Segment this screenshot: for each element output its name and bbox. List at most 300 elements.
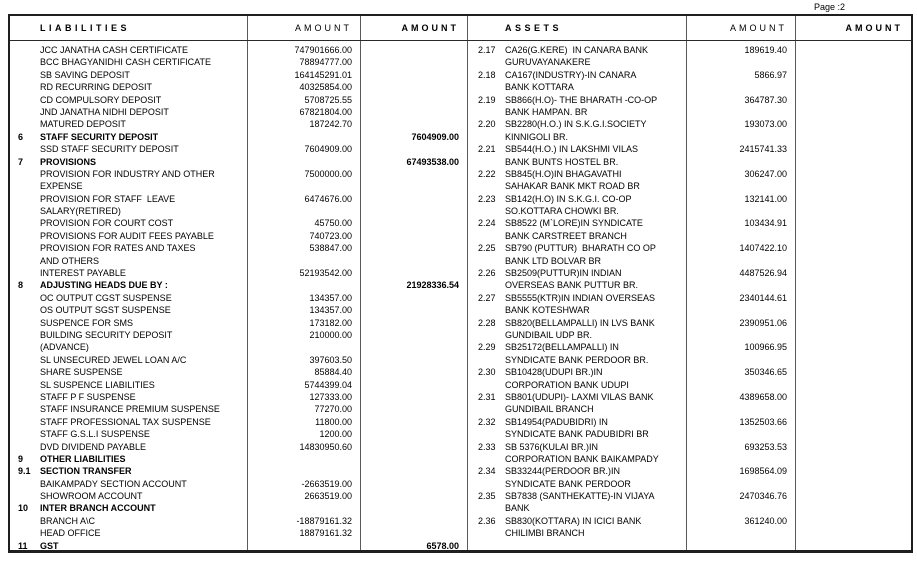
row-total-amount [360, 416, 467, 428]
row-number: 2.17 [478, 45, 496, 55]
table-row [467, 168, 911, 180]
row-total-amount [360, 106, 467, 118]
row-amount: 5708725.55 [304, 94, 352, 105]
row-amount [247, 453, 360, 465]
row-total-amount [360, 255, 467, 267]
table-row [10, 329, 467, 341]
row-label: BAIKAMPADY SECTION ACCOUNT [40, 478, 187, 489]
row-label: JND JANATHA NIDHI DEPOSIT [40, 106, 169, 117]
row-number [10, 180, 40, 192]
row-number: 2.22 [478, 168, 496, 179]
row-amount: 306247.00 [744, 168, 787, 179]
row-total-amount [795, 56, 911, 68]
row-amount: 747901666.00 [294, 45, 352, 55]
row-amount [686, 403, 795, 415]
row-amount: 5744399.04 [304, 379, 352, 390]
table-row [10, 391, 467, 403]
row-label: SB845(H.O)IN BHAGAVATHI [505, 168, 622, 179]
row-total-amount [360, 391, 467, 403]
row-amount: 11800.00 [315, 416, 352, 427]
table-row [467, 329, 911, 341]
row-number: 2.18 [478, 69, 496, 80]
row-label: CD COMPULSORY DEPOSIT [40, 94, 162, 105]
row-total-amount [795, 106, 911, 118]
row-total-amount [360, 242, 467, 254]
row-amount [247, 156, 360, 168]
row-total-amount [795, 428, 911, 440]
row-number [467, 180, 505, 192]
table-row [467, 391, 911, 403]
row-amount [247, 255, 360, 267]
table-row [467, 428, 911, 440]
row-total-amount [360, 56, 467, 68]
row-label: OVERSEAS BANK PUTTUR BR. [505, 280, 639, 291]
row-total-amount [795, 527, 911, 539]
row-total-amount [795, 515, 911, 527]
row-total-amount [795, 205, 911, 217]
table-row [467, 106, 911, 118]
row-total-amount [795, 292, 911, 304]
row-label: SB2280(H.O.) IN S.K.G.I.SOCIETY [505, 119, 647, 130]
row-number [467, 255, 505, 267]
row-label: GURUVAYANAKERE [505, 57, 591, 68]
row-amount: 1200.00 [319, 429, 352, 440]
row-amount [247, 131, 360, 143]
row-amount [686, 428, 795, 440]
row-amount: 397603.50 [309, 354, 352, 365]
row-total-amount [795, 403, 911, 415]
row-amount [686, 156, 795, 168]
row-total-amount [360, 354, 467, 366]
table-row [467, 366, 911, 378]
row-number [10, 143, 40, 155]
row-label: CA26(G.KERE) IN CANARA BANK [505, 45, 649, 55]
row-number [10, 441, 40, 453]
row-number: 2.27 [478, 292, 496, 303]
row-amount [247, 279, 360, 291]
row-number [10, 230, 40, 242]
row-label: SB10428(UDUPI BR.)IN [505, 367, 603, 378]
row-total-amount [795, 465, 911, 477]
row-total-amount [795, 304, 911, 316]
row-total-amount [360, 143, 467, 155]
row-number [467, 131, 505, 143]
row-total-amount [360, 205, 467, 217]
row-total-amount [795, 279, 911, 291]
row-total-amount [795, 453, 911, 465]
row-total-amount [360, 69, 467, 81]
row-number: 2.33 [478, 441, 496, 452]
row-number [10, 242, 40, 254]
row-number [10, 193, 40, 205]
row-total-amount [360, 379, 467, 391]
row-amount: 85884.40 [314, 367, 352, 378]
row-amount [247, 502, 360, 514]
row-amount [686, 379, 795, 391]
row-amount: 2415741.33 [739, 144, 787, 155]
table-row [10, 527, 467, 539]
row-label: PROVISION FOR COURT COST [40, 218, 174, 229]
table-row [10, 490, 467, 502]
table-row [10, 465, 467, 477]
row-label: PROVISIONS FOR AUDIT FEES PAYABLE [40, 230, 214, 241]
row-label: STAFF INSURANCE PREMIUM SUSPENSE [40, 404, 220, 415]
assets-section [467, 42, 911, 540]
row-amount [686, 255, 795, 267]
row-total-amount [360, 118, 467, 130]
table-row [467, 255, 911, 267]
row-total-amount [360, 341, 467, 353]
assets-header: ASSETS [505, 23, 563, 33]
row-amount: 2470346.76 [739, 491, 787, 502]
table-row [10, 56, 467, 68]
row-label: SB2509(PUTTUR)IN INDIAN [505, 268, 622, 279]
row-total-amount [360, 329, 467, 341]
row-amount: 40325854.00 [299, 82, 352, 93]
row-label: ADJUSTING HEADS DUE BY : [40, 280, 168, 291]
row-number [10, 428, 40, 440]
row-label: SB8522 (M`LORE)IN SYNDICATE [505, 218, 643, 229]
table-row [467, 230, 911, 242]
row-number [10, 94, 40, 106]
table-row [10, 502, 467, 514]
row-total-amount [795, 502, 911, 514]
row-label: INTEREST PAYABLE [40, 268, 126, 279]
row-amount: 14830950.60 [299, 441, 352, 452]
table-row [467, 267, 911, 279]
table-row [467, 193, 911, 205]
row-amount: 7500000.00 [304, 168, 352, 179]
row-label: CHILIMBI BRANCH [505, 528, 585, 539]
table-row [467, 156, 911, 168]
row-total-amount [360, 428, 467, 440]
table-row [467, 242, 911, 254]
row-number [10, 391, 40, 403]
row-amount [247, 540, 360, 552]
table-row [10, 416, 467, 428]
row-number [10, 490, 40, 502]
amount-total-header-left: AMOUNT [401, 23, 459, 33]
row-number [10, 217, 40, 229]
row-total-amount [795, 180, 911, 192]
row-label: BANK [505, 503, 530, 514]
row-total-amount [795, 366, 911, 378]
table-row [467, 304, 911, 316]
row-total-amount [795, 69, 911, 81]
row-label: CORPORATION BANK BAIKAMPADY [505, 453, 659, 464]
row-total-amount [360, 465, 467, 477]
row-label: BANK LTD BOLVAR BR [505, 255, 602, 266]
row-amount [686, 279, 795, 291]
table-row [10, 131, 467, 143]
row-number: 2.25 [478, 243, 496, 254]
row-number: 2.29 [478, 342, 496, 353]
row-number [10, 304, 40, 316]
row-label: STAFF G.S.L.I SUSPENSE [40, 429, 150, 440]
table-row [10, 317, 467, 329]
row-number [10, 56, 40, 68]
row-number [10, 267, 40, 279]
row-number: 2.28 [478, 317, 496, 328]
row-number: 2.35 [478, 491, 496, 502]
row-label: DVD DIVIDEND PAYABLE [40, 441, 147, 452]
table-row [10, 292, 467, 304]
amount-header-right: AMOUNT [730, 23, 787, 33]
row-amount [686, 502, 795, 514]
row-amount: 361240.00 [744, 515, 787, 526]
row-number: 2.26 [478, 268, 496, 279]
row-label: HEAD OFFICE [40, 528, 101, 539]
table-row [467, 416, 911, 428]
row-label: CORPORATION BANK UDUPI [505, 379, 629, 390]
row-amount: 2390951.06 [739, 317, 787, 328]
table-row [467, 502, 911, 514]
row-number [467, 527, 505, 539]
row-label: PROVISION FOR RATES AND TAXES [40, 243, 196, 254]
row-amount [686, 131, 795, 143]
row-amount: 134357.00 [309, 292, 352, 303]
row-amount: 78894777.00 [299, 57, 352, 68]
row-label: SO.KOTTARA CHOWKI BR. [505, 206, 619, 217]
table-row [10, 341, 467, 353]
row-total-amount [360, 168, 467, 180]
row-label: CA167(INDUSTRY)-IN CANARA [505, 69, 637, 80]
row-label: BANK KOTESHWAR [505, 305, 590, 316]
row-number [10, 329, 40, 341]
row-amount: 2340144.61 [739, 292, 787, 303]
row-amount: 1407422.10 [739, 243, 787, 254]
row-total-amount [360, 94, 467, 106]
row-label: BANK CARSTREET BRANCH [505, 230, 627, 241]
row-total-amount [360, 441, 467, 453]
row-total-amount: 67493538.00 [406, 156, 459, 167]
row-number [10, 317, 40, 329]
row-label: SB544(H.O.) IN LAKSHMI VILAS [505, 144, 639, 155]
row-label: SECTION TRANSFER [40, 466, 132, 477]
row-amount [686, 527, 795, 539]
row-number: 6 [18, 131, 24, 142]
row-label: GUNDIBAIL UDP BR. [505, 329, 593, 340]
row-total-amount [795, 255, 911, 267]
row-number [467, 279, 505, 291]
row-total-amount [360, 304, 467, 316]
row-total-amount [360, 366, 467, 378]
row-amount: 210000.00 [309, 329, 352, 340]
row-number: 2.34 [478, 466, 496, 477]
row-label: SB 5376(KULAI BR.)IN [505, 441, 599, 452]
row-amount: 132141.00 [744, 193, 787, 204]
row-amount [686, 230, 795, 242]
row-amount: 4487526.94 [739, 268, 787, 279]
row-number [10, 44, 40, 56]
row-label: GUNDIBAIL BRANCH [505, 404, 594, 415]
row-total-amount [795, 341, 911, 353]
row-total-amount [360, 180, 467, 192]
row-number [10, 81, 40, 93]
row-number [10, 255, 40, 267]
row-amount: 4389658.00 [739, 391, 787, 402]
row-label: BANK HAMPAN. BR [505, 106, 588, 117]
row-total-amount [795, 118, 911, 130]
row-label: SYNDICATE BANK PADUBIDRI BR [505, 429, 649, 440]
table-row [467, 118, 911, 130]
liabilities-section [10, 42, 467, 552]
row-number [467, 205, 505, 217]
row-label: BCC BHAGYANIDHI CASH CERTIFICATE [40, 57, 212, 68]
row-amount [686, 304, 795, 316]
row-label: SALARY(RETIRED) [40, 206, 121, 217]
row-label: BRANCH A\C [40, 515, 96, 526]
row-label: RD RECURRING DEPOSIT [40, 82, 153, 93]
amount-total-header-right: AMOUNT [845, 23, 903, 33]
row-amount [686, 354, 795, 366]
table-row [10, 428, 467, 440]
row-label: EXPENSE [40, 181, 83, 192]
row-amount: 187242.70 [309, 119, 352, 130]
row-total-amount [360, 267, 467, 279]
row-amount: 134357.00 [309, 305, 352, 316]
row-total-amount [360, 527, 467, 539]
table-row [10, 81, 467, 93]
row-total-amount [360, 453, 467, 465]
row-total-amount [360, 490, 467, 502]
row-number [10, 379, 40, 391]
table-row [467, 403, 911, 415]
row-number [467, 403, 505, 415]
table-row [10, 515, 467, 527]
row-number [467, 56, 505, 68]
row-number [467, 502, 505, 514]
row-number: 2.23 [478, 193, 496, 204]
row-amount: 740723.00 [309, 230, 352, 241]
row-number [10, 118, 40, 130]
row-number: 9 [18, 453, 24, 464]
table-row [10, 366, 467, 378]
row-number: 2.30 [478, 367, 496, 378]
row-label: SB830(KOTTARA) IN ICICI BANK [505, 515, 642, 526]
row-amount [686, 453, 795, 465]
row-label: GST [40, 540, 59, 551]
row-number [10, 341, 40, 353]
row-amount: 77270.00 [314, 404, 352, 415]
row-label: SL UNSECURED JEWEL LOAN A/C [40, 354, 187, 365]
table-row [467, 527, 911, 539]
row-total-amount [795, 217, 911, 229]
row-total-amount: 7604909.00 [411, 131, 459, 142]
table-row [467, 490, 911, 502]
row-amount: 6474676.00 [304, 193, 352, 204]
row-label: BANK KOTTARA [505, 82, 574, 93]
table-row [467, 44, 911, 56]
row-label: MATURED DEPOSIT [40, 119, 126, 130]
row-amount [686, 180, 795, 192]
table-row [10, 106, 467, 118]
row-number: 10 [18, 503, 29, 514]
row-amount: 693253.53 [744, 441, 787, 452]
table-row [467, 143, 911, 155]
row-number [10, 69, 40, 81]
table-row [467, 317, 911, 329]
table-row [10, 205, 467, 217]
row-total-amount [360, 403, 467, 415]
row-number: 11 [18, 540, 28, 551]
row-number: 2.19 [478, 94, 496, 105]
row-number: 2.20 [478, 119, 496, 130]
table-row [10, 193, 467, 205]
row-label: KINNIGOLI BR. [505, 131, 569, 142]
row-label: SB790 (PUTTUR) BHARATH CO OP [505, 243, 656, 254]
row-total-amount [795, 441, 911, 453]
table-row [10, 267, 467, 279]
table-row [467, 279, 911, 291]
table-row [467, 81, 911, 93]
row-total-amount [795, 317, 911, 329]
row-total-amount [360, 230, 467, 242]
row-amount: 350346.65 [744, 367, 787, 378]
row-label: SB SAVING DEPOSIT [40, 69, 130, 80]
table-row [467, 441, 911, 453]
table-row [10, 453, 467, 465]
row-label: SSD STAFF SECURITY DEPOSIT [40, 144, 179, 155]
row-total-amount: 6578.00 [426, 540, 459, 551]
row-label: BUILDING SECURITY DEPOSIT [40, 329, 173, 340]
table-row [10, 242, 467, 254]
row-amount: 67821804.00 [299, 106, 352, 117]
row-amount: 7604909.00 [304, 144, 352, 155]
row-amount [686, 329, 795, 341]
row-number [467, 354, 505, 366]
row-total-amount [795, 329, 911, 341]
row-amount [686, 56, 795, 68]
row-amount: -2663519.00 [301, 478, 352, 489]
row-label: OTHER LIABILITIES [40, 453, 126, 464]
row-label: SB25172(BELLAMPALLI) IN [505, 342, 619, 353]
table-row [10, 180, 467, 192]
row-amount: 1698564.09 [739, 466, 787, 477]
row-number: 2.32 [478, 416, 496, 427]
balance-sheet-table [8, 14, 913, 553]
table-row [10, 168, 467, 180]
row-label: SHARE SUSPENSE [40, 367, 123, 378]
table-row [10, 230, 467, 242]
row-label: PROVISION FOR INDUSTRY AND OTHER [40, 168, 215, 179]
row-total-amount [360, 292, 467, 304]
table-row [10, 403, 467, 415]
row-number [10, 403, 40, 415]
table-row [467, 56, 911, 68]
row-number [467, 329, 505, 341]
row-label: SYNDICATE BANK PERDOOR BR. [505, 354, 649, 365]
row-number: 2.36 [478, 515, 496, 526]
row-amount: 364787.30 [744, 94, 787, 105]
row-total-amount [360, 515, 467, 527]
row-total-amount [795, 230, 911, 242]
row-label: SB14954(PADUBIDRI) IN [505, 416, 608, 427]
table-row [467, 205, 911, 217]
row-number [10, 106, 40, 118]
row-total-amount [360, 502, 467, 514]
row-label: STAFF SECURITY DEPOSIT [40, 131, 159, 142]
row-total-amount [360, 193, 467, 205]
row-label: OS OUTPUT SGST SUSPENSE [40, 305, 171, 316]
row-label: OC OUTPUT CGST SUSPENSE [40, 292, 172, 303]
row-label: SB33244(PERDOOR BR.)IN [505, 466, 621, 477]
row-label: BANK BUNTS HOSTEL BR. [505, 156, 619, 167]
row-label: (ADVANCE) [40, 342, 89, 353]
row-number: 7 [18, 156, 24, 167]
row-label: SB142(H.O) IN S.K.G.I. CO-OP [505, 193, 632, 204]
row-amount [686, 81, 795, 93]
